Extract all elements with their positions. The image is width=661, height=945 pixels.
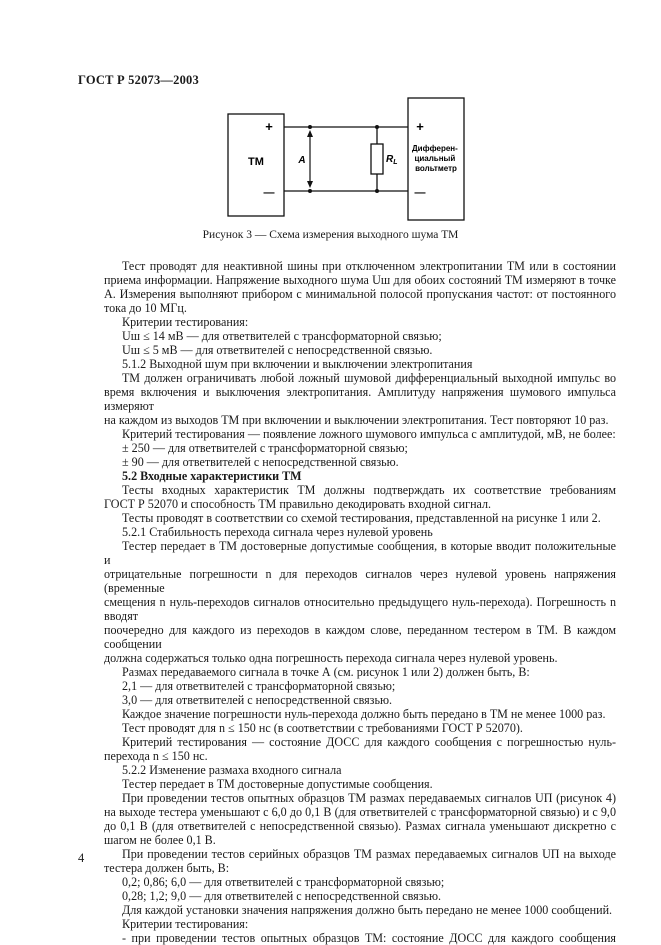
text-line: перехода n ≤ 150 нс. — [104, 749, 208, 763]
page-number: 4 — [78, 851, 85, 865]
text-line: 3,0 — для ответвителей с непосредственной связью. — [122, 693, 393, 707]
junction-node — [308, 125, 312, 129]
text-line: отрицательные погрешности n для переходов сигналов через нулевой уровень напряжения (временные — [104, 567, 616, 595]
section-heading: 5.1.2 Выходной шум при включении и выключении электропитания — [122, 357, 473, 371]
text-line: Uш ≤ 14 мВ — для ответвителей с трансформаторной связью; — [122, 329, 442, 343]
text-line: Критерии тестирования: — [122, 315, 249, 329]
text-line: Критерий тестирования — появление ложного шумового импульса с амплитудой, мВ, не более: — [122, 427, 616, 441]
junction-node — [308, 189, 312, 193]
text-line: 0,28; 1,2; 9,0 — для ответвителей с непосредственной связью. — [122, 889, 442, 903]
figure-caption: Рисунок 3 — Схема измерения выходного шума ТМ — [202, 229, 459, 241]
section-heading: 5.2.1 Стабильность перехода сигнала через нулевой уровень — [122, 525, 433, 539]
section-heading: 5.2 Входные характеристики ТМ — [122, 469, 302, 483]
plus-left: + — [265, 119, 273, 134]
section-heading: 5.2.2 Изменение размаха входного сигнала — [122, 763, 342, 777]
text-line: поочередно для каждого из переходов в каждом слове, переданном тестером в ТМ. В каждом сообщении — [104, 623, 616, 651]
text-line: на выходе тестера уменьшают с 6,0 до 0,1 В (для ответвителей с трансформаторной связью) и с 9,0 — [104, 805, 616, 819]
text-line: Тест проводят для неактивной шины при отключенном электропитании ТМ или в состоянии — [122, 259, 616, 273]
text-line: Тесты входных характеристик ТМ должны подтверждать их соответствие требованиям — [122, 483, 616, 497]
text-line: Тест проводят для n ≤ 150 нс (в соответствии с требованиями ГОСТ Р 52070). — [122, 721, 523, 735]
document-header: ГОСТ Р 52073—2003 — [78, 73, 199, 87]
text-line: Для каждой установки значения напряжения должно быть передано не менее 1000 сообщений. — [122, 903, 613, 917]
resistor-label: $R_L$ — [386, 154, 398, 166]
text-line: шагом не более 0,1 В. — [104, 833, 216, 847]
point-a-label: A — [298, 155, 306, 166]
text-line: Критерии тестирования: — [122, 917, 249, 931]
arrowhead-top — [307, 130, 313, 137]
text-line: до 0,1 В (для ответвителей с непосредственной связью). Размах сигнала уменьшают дискретно с — [104, 819, 616, 833]
text-line: смещения n нуль-переходов сигналов относительно предыдущего нуль-перехода). Погрешность n вводят — [104, 595, 616, 623]
text-line: должна содержаться только одна погрешность перехода сигнала через нулевой уровень. — [104, 651, 558, 665]
plus-right: + — [416, 119, 424, 134]
text-line: время включения и выключения электропитания. Амплитуду напряжения шумового импульса измеряют — [104, 385, 616, 413]
load-resistor — [371, 144, 383, 174]
text-line: Размах передаваемого сигнала в точке А (см. рисунок 1 или 2) должен быть, В: — [122, 665, 530, 679]
minus-left: — — [263, 187, 275, 199]
text-line: тестера должен быть, В: — [104, 861, 230, 875]
text-line: ± 90 — для ответвителей с непосредственной связью. — [122, 455, 399, 469]
text-line: Тестер передает в ТМ достоверные допустимые сообщения, в которые вводит положительные и — [104, 539, 616, 567]
text-line: Uш ≤ 5 мВ — для ответвителей с непосредственной связью. — [122, 343, 433, 357]
text-line: 0,2; 0,86; 6,0 — для ответвителей с трансформаторной связью; — [122, 875, 445, 889]
tm-label: ТМ — [248, 156, 264, 168]
text-line: ТМ должен ограничивать любой ложный шумовой дифференциальный выходной импульс во — [122, 371, 616, 385]
noise-measurement-diagram — [220, 92, 470, 224]
text-line: Каждое значение погрешности нуль-перехода должно быть передано в ТМ не менее 1000 раз. — [122, 707, 606, 721]
text-line: А. Измерения выполняют прибором с минимальной полосой пропускания частот: от постоянного — [104, 287, 616, 301]
voltmeter-label: Дифферен- циальный вольтметр — [411, 144, 458, 173]
text-line: ГОСТ Р 52070 и способность ТМ правильно декодировать входной сигнал. — [104, 497, 492, 511]
text-line: Критерий тестирования — состояние ДОСС для каждого сообщения с погрешностью нуль- — [122, 735, 616, 749]
text-line: 2,1 — для ответвителей с трансформаторной связью; — [122, 679, 396, 693]
text-line: приема информации. Напряжение выходного шума Uш для обоих состояний ТМ измеряют в точке — [104, 273, 616, 287]
text-line: на каждом из выходов ТМ при включении и выключении электропитания. Тест повторяют 10 раз. — [104, 413, 609, 427]
text-line: - при проведении тестов опытных образцов ТМ: состояние ДОСС для каждого сообщения — [122, 931, 616, 945]
body-text — [104, 259, 616, 945]
text-line: Тесты проводят в соответствии со схемой тестирования, представленной на рисунке 1 или 2. — [122, 511, 601, 525]
text-line: При проведении тестов серийных образцов ТМ размах передаваемых сигналов UП на выходе — [122, 847, 616, 861]
arrowhead-bottom — [307, 181, 313, 188]
text-line: При проведении тестов опытных образцов ТМ размах передаваемых сигналов UП (рисунок 4) — [122, 791, 616, 805]
minus-right: — — [414, 187, 426, 199]
text-line: ± 250 — для ответвителей с трансформаторной связью; — [122, 441, 408, 455]
text-line: Тестер передает в ТМ достоверные допустимые сообщения. — [122, 777, 433, 791]
text-line: тока до 10 МГц. — [104, 301, 187, 315]
